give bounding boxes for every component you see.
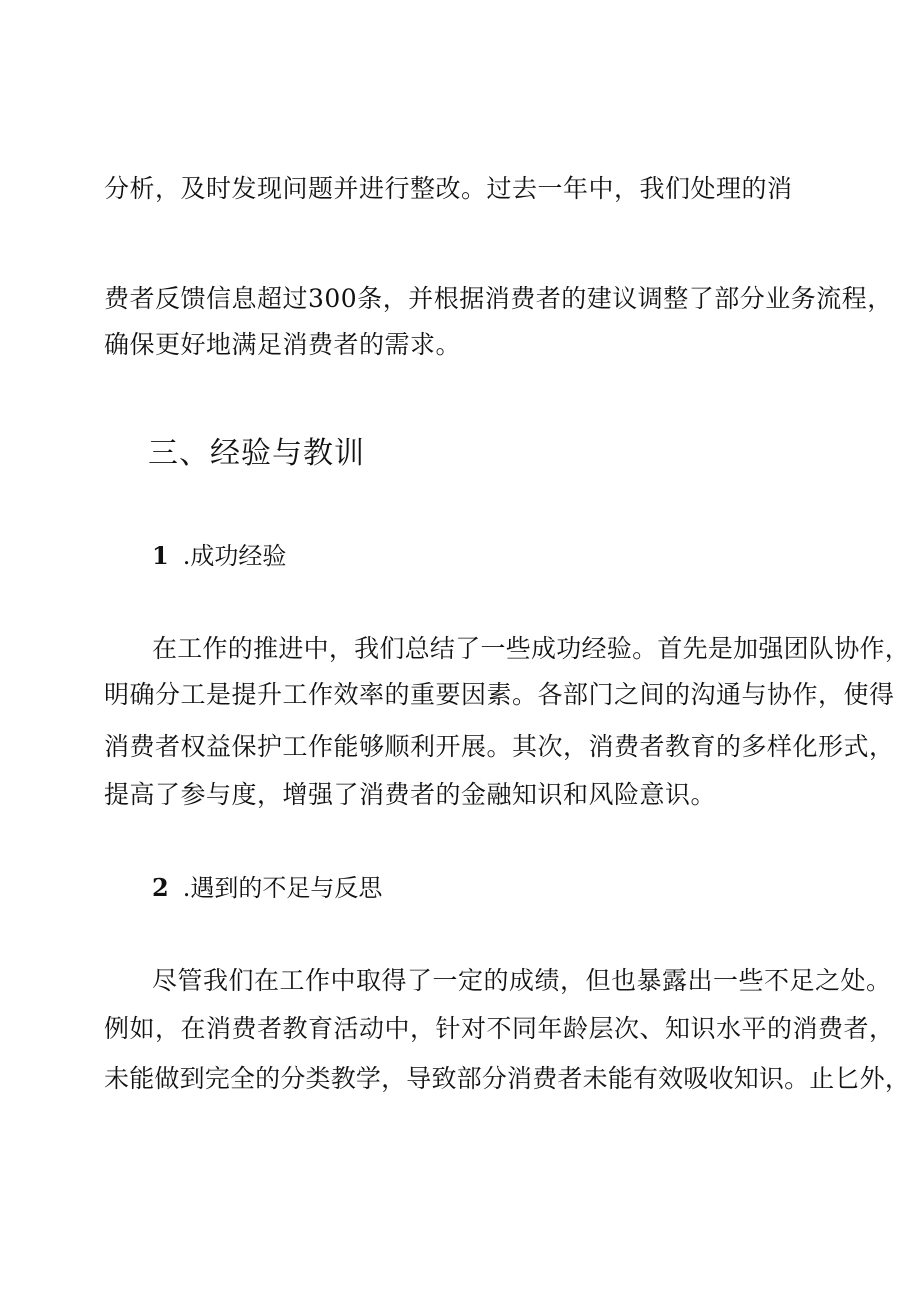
paragraph-line: 尽管我们在工作中取得了一定的成绩，但也暴露出一些不足之处。 <box>152 966 892 995</box>
paragraph-line: 消费者权益保护工作能够顺利开展。其次，消费者教育的多样化形式， <box>104 732 895 761</box>
paragraph-line: 在工作的推进中，我们总结了一些成功经验。首先是加强团队协作， <box>152 634 911 663</box>
subsection-title: .成功经验 <box>182 542 287 570</box>
subsection-number: 2 <box>152 873 169 902</box>
paragraph-line: 未能做到完全的分类教学，导致部分消费者未能有效吸收知识。止匕外， <box>104 1064 911 1093</box>
paragraph-line: 提高了参与度，增强了消费者的金融知识和风险意识。 <box>104 780 717 809</box>
section-heading: 三、经验与教训 <box>148 436 365 471</box>
subsection-heading <box>152 540 286 572</box>
subsection-title: .遇到的不足与反思 <box>182 874 383 902</box>
paragraph-line: 明确分工是提升工作效率的重要因素。各部门之间的沟通与协作，使得 <box>104 680 895 709</box>
subsection-heading <box>152 872 382 904</box>
paragraph-line: 费者反馈信息超过300条，并根据消费者的建议调整了部分业务流程， <box>104 284 893 313</box>
paragraph-line: 确保更好地满足消费者的需求。 <box>104 330 462 359</box>
paragraph-line: 例如，在消费者教育活动中，针对不同年龄层次、知识水平的消费者， <box>104 1014 895 1043</box>
paragraph-line: 分析，及时发现问题并进行整改。过去一年中，我们处理的消 <box>104 174 793 203</box>
subsection-number: 1 <box>152 541 169 570</box>
